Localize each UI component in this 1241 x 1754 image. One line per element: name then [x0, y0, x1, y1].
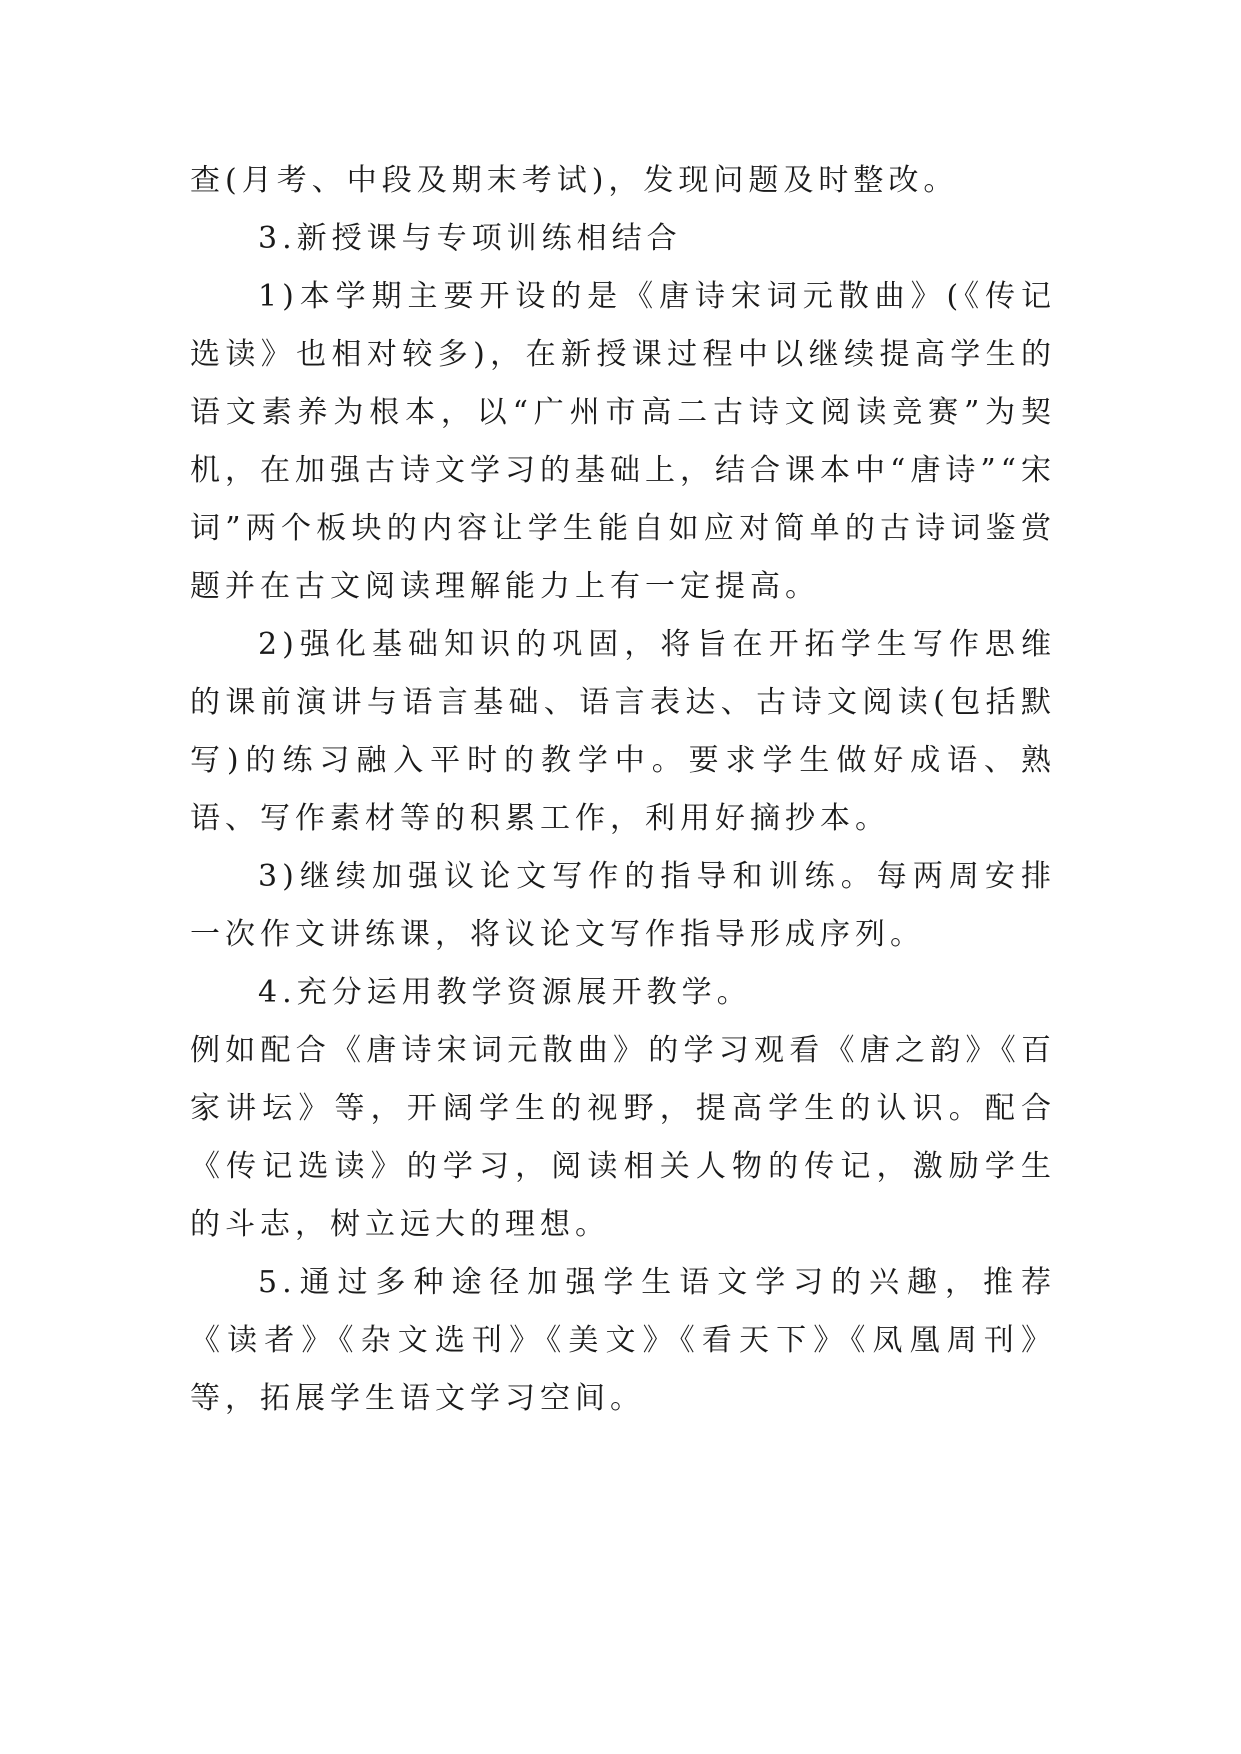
paragraph-1: 查(月考、中段及期末考试)，发现问题及时整改。: [190, 163, 959, 198]
paragraph-4: 2)强化基础知识的巩固，将旨在开拓学生写作思维的课前演讲与语言基础、语言表达、古诗文阅读(包括默写)的练习融入平时的教学中。要求学生做好成语、熟语、写作素材等的积累工作，利用好摘抄本。: [190, 627, 1056, 836]
paragraph-7: 例如配合《唐诗宋词元散曲》的学习观看《唐之韵》《百家讲坛》等，开阔学生的视野，提高学生的认识。配合《传记选读》的学习，阅读相关人物的传记，激励学生的斗志，树立远大的理想。: [190, 1033, 1056, 1242]
paragraph-3: 1)本学期主要开设的是《唐诗宋词元散曲》(《传记选读》也相对较多)，在新授课过程中以继续提高学生的语文素养为根本，以“广州市高二古诗文阅读竞赛”为契机，在加强古诗文学习的基础上，结合课本中“唐诗”“宋词”两个板块的内容让学生能自如应对简单的古诗词鉴赏题并在古文阅读理解能力上有一定提高。: [190, 279, 1057, 604]
document-body: [190, 152, 1056, 1428]
paragraph-2-heading: 3.新授课与专项训练相结合: [258, 221, 682, 256]
paragraph-5: 3)继续加强议论文写作的指导和训练。每两周安排一次作文讲练课，将议论文写作指导形成序列。: [190, 859, 1056, 952]
paragraph-6-heading: 4.充分运用教学资源展开教学。: [258, 975, 752, 1010]
paragraph-8: 5.通过多种途径加强学生语文学习的兴趣，推荐《读者》《杂文选刊》《美文》《看天下》《凤凰周刊》等，拓展学生语文学习空间。: [190, 1265, 1056, 1416]
